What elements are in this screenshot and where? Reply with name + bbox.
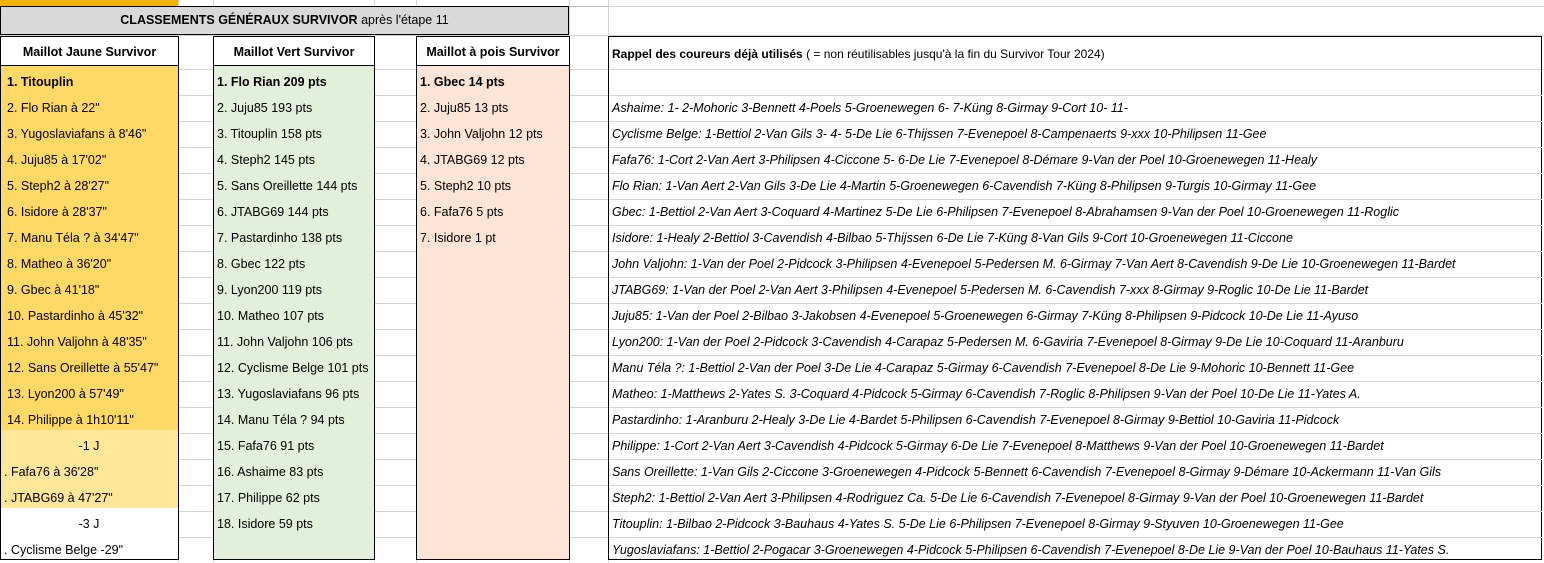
row-gridline [375,381,416,382]
jaune-row[interactable]: 4. Juju85 à 17'02" [7,153,107,167]
rappel-row[interactable]: Cyclisme Belge: 1-Bettiol 2-Van Gils 3- 4- 5-De Lie 6-Thijssen 7-Evenepoel 8-Campenaerts 9-xxx 10-Philipsen 11-Gee [612,127,1267,141]
jaune-penalty-label[interactable]: -1 J [78,439,100,453]
pois-row[interactable]: 2. Juju85 13 pts [420,101,509,115]
row-gridline [375,485,416,486]
row-gridline [570,121,608,122]
jaune-row[interactable]: 6. Isidore à 28'37" [7,205,107,219]
row-gridline [570,433,608,434]
rappel-row[interactable]: John Valjohn: 1-Van der Poel 2-Pidcock 3-Philipsen 4-Evenepoel 5-Pedersen M. 6-Girmay 7-Van Aert 8-Cavendish 9-De Lie 10-Groenewegen 11-Bardet [612,257,1456,271]
row-gridline [375,199,416,200]
vert-row[interactable]: 16. Ashaime 83 pts [217,465,324,479]
row-gridline [570,485,608,486]
row-gridline [179,199,213,200]
row-gridline [375,433,416,434]
rappel-row[interactable]: Gbec: 1-Bettiol 2-Van Aert 3-Coquard 4-Martinez 5-De Lie 6-Philipsen 7-Evenepoel 8-Abrahamsen 9-Van der Poel 10-Groenewegen 11-Roglic [612,205,1399,219]
vert-row[interactable]: 10. Matheo 107 pts [217,309,325,323]
vert-row[interactable]: 6. JTABG69 144 pts [217,205,329,219]
pois-row[interactable]: 4. JTABG69 12 pts [420,153,525,167]
vert-row[interactable]: 9. Lyon200 119 pts [217,283,322,297]
row-gridline [179,303,213,304]
row-gridline [375,251,416,252]
pois-row[interactable]: 7. Isidore 1 pt [420,231,496,245]
row-gridline [375,173,416,174]
row-gridline [570,407,608,408]
row-gridline [375,511,416,512]
row-gridline [375,121,416,122]
row-gridline [570,329,608,330]
header-maillot-vert[interactable]: Maillot Vert Survivor [213,36,375,66]
vert-row[interactable]: 17. Philippe 62 pts [217,491,320,505]
row-gridline [179,329,213,330]
row-gridline [570,303,608,304]
row-gridline [179,95,213,96]
jaune-penalty-label[interactable]: -3 J [78,517,100,531]
row-gridline [179,277,213,278]
title-rest: après l'étape 11 [357,13,449,27]
rappel-row[interactable]: Titouplin: 1-Bilbao 2-Pidcock 3-Bauhaus 4-Yates S. 5-De Lie 6-Philipsen 7-Evenepoel 8-Girmay 9-Styuven 10-Groenewegen 11-Gee [612,517,1344,531]
pois-row[interactable]: 1. Gbec 14 pts [420,75,505,89]
jaune-row[interactable]: 11. John Valjohn à 48'35" [7,335,147,349]
row-gridline [570,381,608,382]
row-gridline [375,537,416,538]
row-gridline [375,277,416,278]
pois-row[interactable]: 5. Steph2 10 pts [420,179,512,193]
row-gridline [375,459,416,460]
row-gridline [179,225,213,226]
row-gridline [570,459,608,460]
row-gridline [570,147,608,148]
row-gridline [375,303,416,304]
jaune-row[interactable]: 2. Flo Rian à 22" [7,101,100,115]
rappel-title-bold: Rappel des coureurs déjà utilisés [612,47,803,61]
vert-row[interactable]: 5. Sans Oreillette 144 pts [217,179,358,193]
title-bold: CLASSEMENTS GÉNÉRAUX SURVIVOR [120,13,358,27]
row-gridline [375,95,416,96]
vert-row[interactable]: 15. Fafa76 91 pts [217,439,315,453]
row-gridline [179,381,213,382]
rappel-row[interactable]: Isidore: 1-Healy 2-Bettiol 3-Cavendish 4-Bilbao 5-Thijssen 6-De Lie 7-Küng 8-Van Gils 9-Cort 10-Groenewegen 11-Ciccone [612,231,1293,245]
header-maillot-jaune[interactable]: Maillot Jaune Survivor [0,36,179,66]
vert-row[interactable]: 8. Gbec 122 pts [217,257,306,271]
row-gridline [375,147,416,148]
row-gridline [179,459,213,460]
vert-row[interactable]: 4. Steph2 145 pts [217,153,315,167]
jaune-row[interactable]: 9. Gbec à 41'18" [7,283,100,297]
row-gridline [375,407,416,408]
row-gridline [375,225,416,226]
row-gridline [570,251,608,252]
vert-row[interactable]: 2. Juju85 193 pts [217,101,313,115]
row-gridline [570,199,608,200]
rappel-row[interactable]: Sans Oreillette: 1-Van Gils 2-Ciccone 3-Groenewegen 4-Pidcock 5-Bennett 6-Cavendish 7-Evenepoel 8-Girmay 9-Démare 10-Ackermann 11-Van Gils [612,465,1442,479]
row-gridline [570,277,608,278]
jaune-row[interactable]: . Fafa76 à 36'28" [4,465,99,479]
jaune-row[interactable]: 12. Sans Oreillette à 55'47" [7,361,159,375]
row-gridline [570,511,608,512]
vert-row[interactable]: 12. Cyclisme Belge 101 pts [217,361,369,375]
rappel-row[interactable]: Yugoslaviafans: 1-Bettiol 2-Pogacar 3-Groenewegen 4-Pidcock 5-Philipsen 6-Cavendish 7-Evenepoel 8-De Lie 9-Van der Poel 10-Bauhaus 11-Yates S. [612,543,1450,557]
rappel-row[interactable]: Matheo: 1-Matthews 2-Yates S. 3-Coquard 4-Pidcock 5-Girmay 6-Cavendish 7-Roglic 8-Philipsen 9-Van der Poel 10-De Lie 11-Yates A. [612,387,1361,401]
pois-row[interactable]: 3. John Valjohn 12 pts [420,127,543,141]
jaune-row[interactable]: 10. Pastardinho à 45'32" [7,309,144,323]
vert-row[interactable]: 13. Yugoslaviafans 96 pts [217,387,360,401]
row-gridline [179,251,213,252]
jaune-row[interactable]: 1. Titouplin [7,75,74,89]
row-gridline [179,537,213,538]
rappel-row[interactable]: Lyon200: 1-Van der Poel 2-Pidcock 3-Cavendish 4-Carapaz 5-Pedersen M. 6-Gaviria 7-Evenepoel 8-Girmay 9-De Lie 10-Coquard 11-Aranburu [612,335,1404,349]
row-gridline [179,433,213,434]
row-gridline [375,329,416,330]
row-gridline [179,355,213,356]
jaune-row[interactable]: 7. Manu Téla ? à 34'47" [7,231,139,245]
row-gridline [179,173,213,174]
jaune-row[interactable]: 8. Matheo à 36'20" [7,257,112,271]
jaune-row[interactable]: . Cyclisme Belge -29" [4,543,124,557]
row-gridline [570,173,608,174]
header-maillot-pois[interactable]: Maillot à pois Survivor [416,36,570,66]
rappel-row[interactable]: JTABG69: 1-Van der Poel 2-Van Aert 3-Philipsen 4-Evenepoel 5-Pedersen M. 6-Cavendish 7-xxx 8-Girmay 9-Roglic 10-De Lie 11-Bardet [612,283,1369,297]
vert-row[interactable]: 1. Flo Rian 209 pts [217,75,327,89]
vert-row[interactable]: 14. Manu Téla ? 94 pts [217,413,345,427]
row-gridline [570,355,608,356]
vert-row[interactable]: 3. Titouplin 158 pts [217,127,322,141]
rappel-row[interactable]: Steph2: 1-Bettiol 2-Van Aert 3-Philipsen 4-Rodriguez Ca. 5-De Lie 6-Cavendish 7-Evenepoel 8-Girmay 9-Van der Poel 10-Groenewegen 11-Bardet [612,491,1424,505]
rappel-row[interactable]: Philippe: 1-Cort 2-Van Aert 3-Cavendish 4-Pidcock 5-Girmay 6-De Lie 7-Evenepoel 8-Matthews 9-Van der Poel 10-Groenewegen 11-Bardet [612,439,1384,453]
row-gridline [375,355,416,356]
jaune-row[interactable]: . JTABG69 à 47'27" [4,491,113,505]
pois-row[interactable]: 6. Fafa76 5 pts [420,205,504,219]
jaune-row[interactable]: 14. Philippe à 1h10'11" [7,413,134,427]
jaune-row[interactable]: 13. Lyon200 à 57'49" [7,387,124,401]
vert-row[interactable]: 7. Pastardinho 138 pts [217,231,343,245]
row-gridline [179,511,213,512]
row-gridline [570,95,608,96]
rappel-row[interactable]: Juju85: 1-Van der Poel 2-Bilbao 3-Jakobsen 4-Evenepoel 5-Groenewegen 6-Girmay 7-Küng 8-Philipsen 9-Pidcock 10-De Lie 11-Ayuso [612,309,1359,323]
row-gridline [179,407,213,408]
vert-row[interactable]: 18. Isidore 59 pts [217,517,313,531]
rappel-row[interactable]: Ashaime: 1- 2-Mohoric 3-Bennett 4-Poels 5-Groenewegen 6- 7-Küng 8-Girmay 9-Cort 10- 11- [612,101,1128,115]
rappel-row[interactable]: Fafa76: 1-Cort 2-Van Aert 3-Philipsen 4-Ciccone 5- 6-De Lie 7-Evenepoel 8-Démare 9-Van der Poel 10-Groenewegen 11-Healy [612,153,1317,167]
row-gridline [179,121,213,122]
jaune-row[interactable]: 5. Steph2 à 28'27" [7,179,110,193]
rappel-row[interactable]: Manu Téla ?: 1-Bettiol 2-Van der Poel 3-De Lie 4-Carapaz 5-Girmay 6-Cavendish 7-Evenepoel 8-De Lie 9-Mohoric 10-Bennett 11-Gee [612,361,1355,375]
row-gridline [570,537,608,538]
jaune-row[interactable]: 3. Yugoslaviafans à 8'46" [7,127,147,141]
row-gridline [570,225,608,226]
rappel-title-rest: ( = non réutilisables jusqu'à la fin du Survivor Tour 2024) [802,47,1105,61]
row-gridline [179,147,213,148]
row-gridline [179,485,213,486]
rappel-row[interactable]: Pastardinho: 1-Aranburu 2-Healy 3-De Lie 4-Bardet 5-Philipsen 6-Cavendish 7-Evenepoel 8-Girmay 9-Bettiol 10-Gaviria 11-Pidcock [612,413,1340,427]
vert-row[interactable]: 11. John Valjohn 106 pts [217,335,353,349]
rappel-row[interactable]: Flo Rian: 1-Van Aert 2-Van Gils 3-De Lie 4-Martin 5-Groenewegen 6-Cavendish 7-Küng 8-Philipsen 9-Turgis 10-Girmay 11-Gee [612,179,1317,193]
